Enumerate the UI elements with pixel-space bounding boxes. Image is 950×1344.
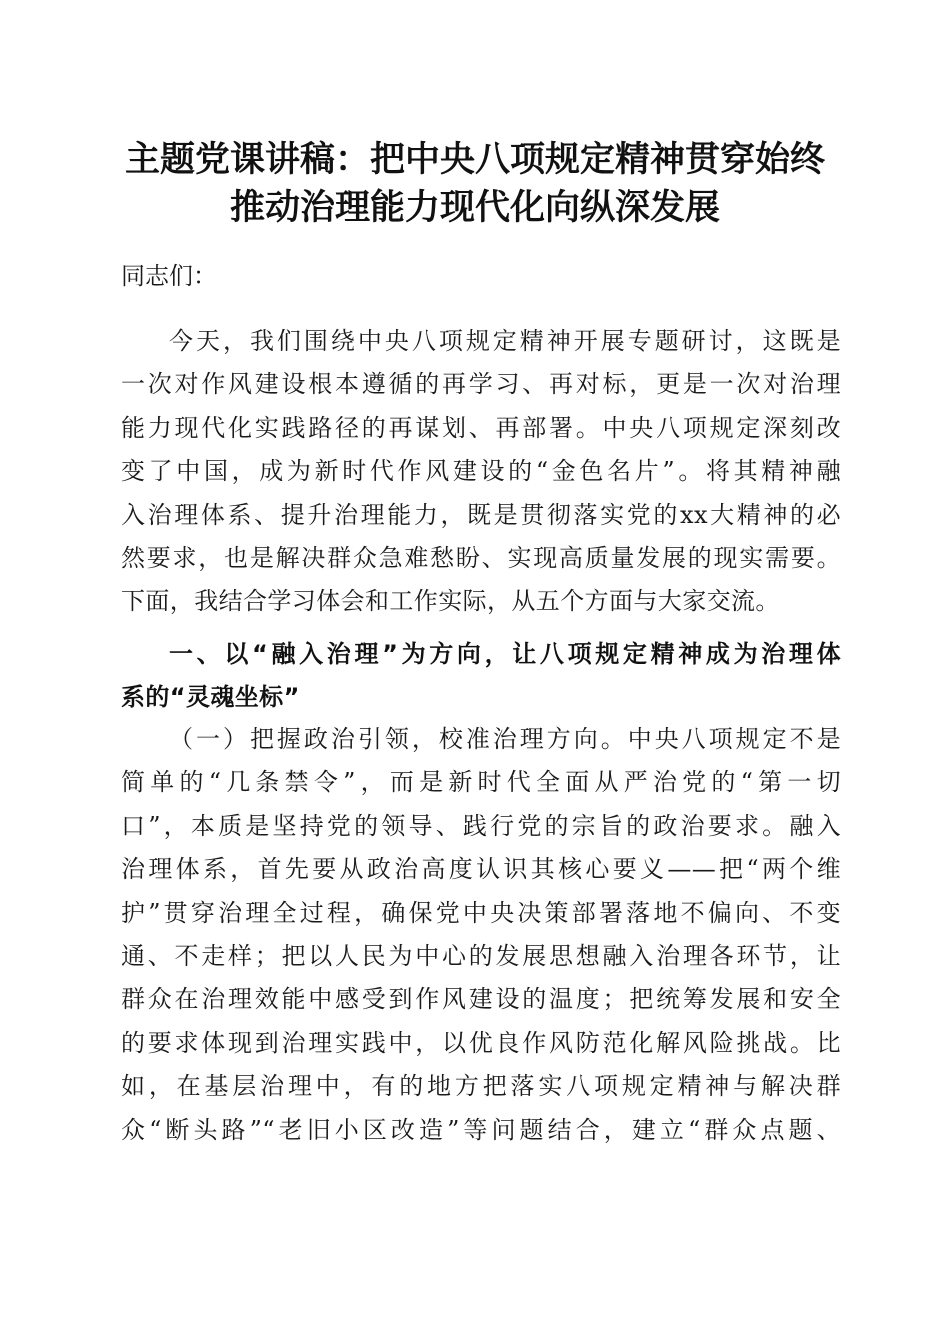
paragraph-line: 护”贯穿治理全过程，确保党中央决策部署落地不偏向、不变 bbox=[121, 898, 841, 927]
paragraph-line: 通、不走样；把以人民为中心的发展思想融入治理各环节，让 bbox=[121, 941, 841, 970]
paragraph-line: 然要求，也是解决群众急难愁盼、实现高质量发展的现实需要。 bbox=[121, 543, 841, 572]
paragraph-line: 群众在治理效能中感受到作风建设的温度；把统筹发展和安全 bbox=[121, 985, 841, 1014]
subsection-1-paragraph bbox=[121, 718, 841, 1152]
paragraph-line: 变了中国，成为新时代作风建设的“金色名片”。将其精神融 bbox=[121, 457, 841, 486]
heading-line: 一、以“融入治理”为方向，让八项规定精神成为治理体 bbox=[169, 640, 841, 668]
paragraph-line: 入治理体系、提升治理能力，既是贯彻落实党的xx大精神的必 bbox=[121, 500, 841, 529]
document-title bbox=[0, 136, 950, 232]
paragraph-line: 的要求体现到治理实践中，以优良作风防范化解风险挑战。比 bbox=[121, 1028, 841, 1057]
section-1-heading bbox=[121, 633, 841, 720]
paragraph-line: 众“断头路”“老旧小区改造”等问题结合，建立“群众点题、 bbox=[121, 1115, 841, 1144]
intro-paragraph bbox=[121, 320, 841, 624]
paragraph-line: 治理体系，首先要从政治高度认识其核心要义——把“两个维 bbox=[121, 855, 841, 884]
heading-line: 系的“灵魂坐标” bbox=[121, 683, 300, 712]
title-line-1: 主题党课讲稿：把中央八项规定精神贯穿始终 bbox=[124, 139, 825, 180]
paragraph-line: （一）把握政治引领，校准治理方向。中央八项规定不是 bbox=[169, 725, 841, 753]
paragraph-line: 如，在基层治理中，有的地方把落实八项规定精神与解决群 bbox=[121, 1072, 841, 1101]
paragraph-line: 下面，我结合学习体会和工作实际，从五个方面与大家交流。 bbox=[121, 587, 780, 616]
paragraph-line: 简单的“几条禁令”，而是新时代全面从严治党的“第一切 bbox=[121, 768, 841, 797]
paragraph-line: 能力现代化实践路径的再谋划、再部署。中央八项规定深刻改 bbox=[121, 413, 841, 442]
paragraph-line: 今天，我们围绕中央八项规定精神开展专题研讨，这既是 bbox=[169, 327, 841, 355]
title-line-2: 推动治理能力现代化向纵深发展 bbox=[229, 187, 720, 228]
paragraph-line: 口”，本质是坚持党的领导、践行党的宗旨的政治要求。融入 bbox=[121, 811, 841, 840]
salutation: 同志们： bbox=[121, 262, 217, 290]
paragraph-line: 一次对作风建设根本遵循的再学习、再对标，更是一次对治理 bbox=[121, 370, 841, 399]
